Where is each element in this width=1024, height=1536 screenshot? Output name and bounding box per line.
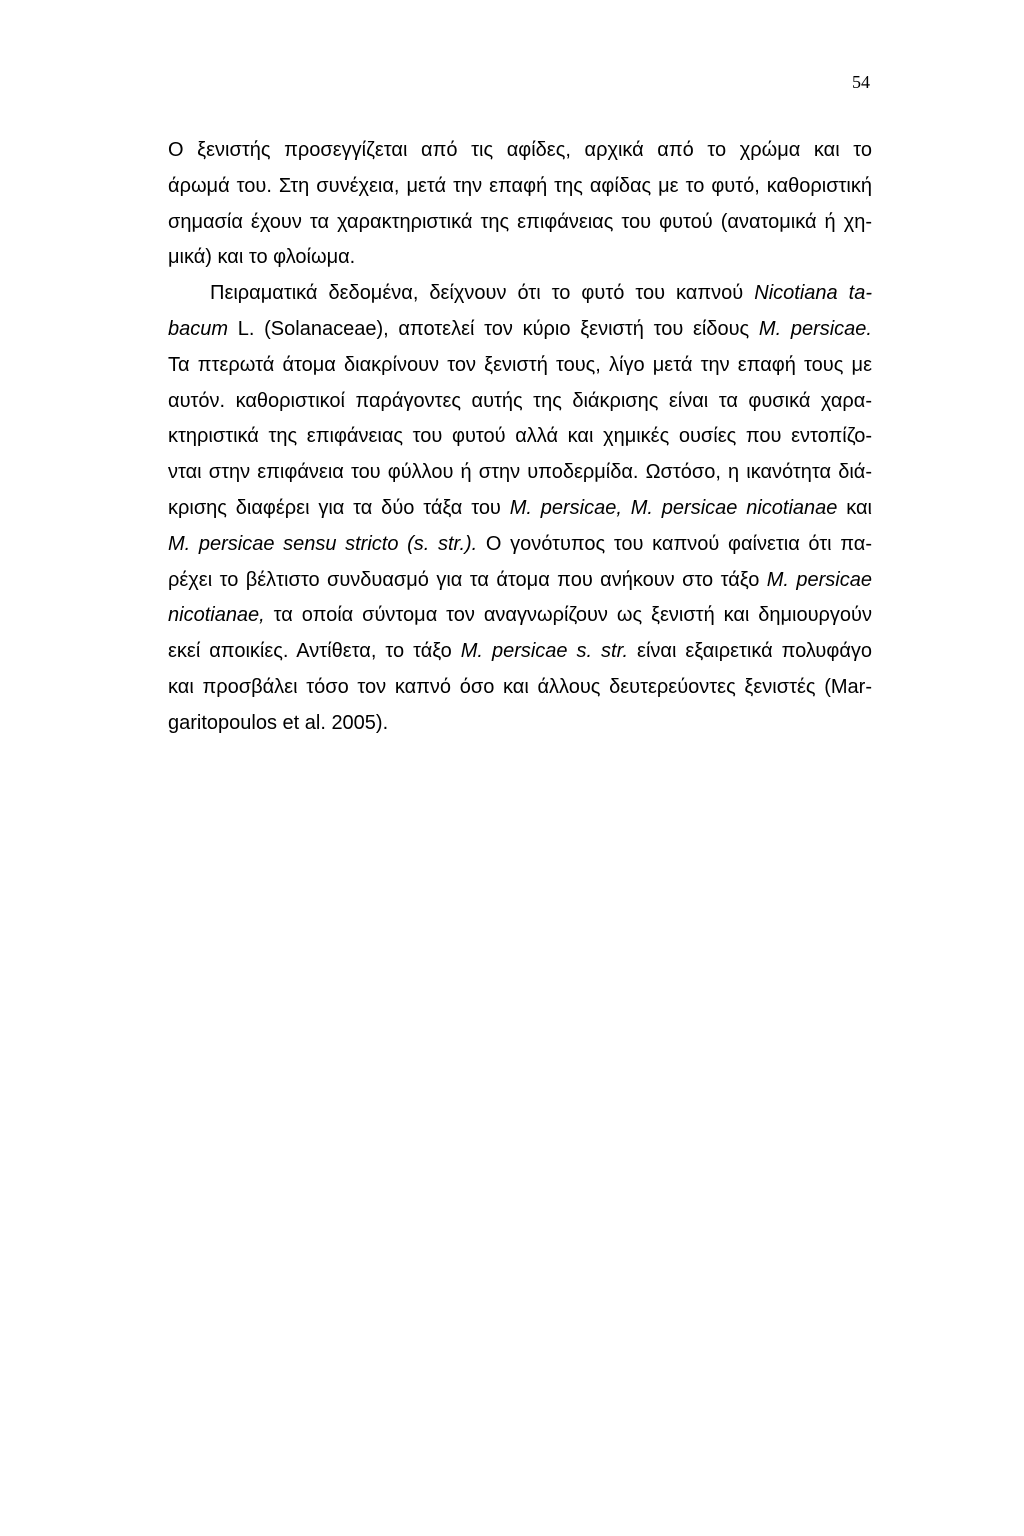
text-line: M. persicae sensu stricto (s. str.). Ο γονότυπος του καπνού φαίνετια ότι πα- (168, 532, 872, 555)
text-line: κρισης διαφέρει για τα δύο τάξα του M. persicae, M. persicae nicotianae και (168, 496, 872, 519)
text-line: Τα πτερωτά άτομα διακρίνουν τον ξενιστή τους, λίγο μετά την επαφή τους με (168, 353, 872, 376)
text-line: Πειραματικά δεδομένα, δείχνουν ότι το φυτό του καπνού Nicotiana ta- (210, 282, 872, 305)
text-line: σημασία έχουν τα χαρακτηριστικά της επιφάνειας του φυτού (ανατομικά ή χη- (168, 210, 872, 233)
text-line: εκεί αποικίες. Αντίθετα, το τάξο M. persicae s. str. είναι εξαιρετικά πολυφάγο (168, 640, 873, 663)
text-line: Ο ξενιστής προσεγγίζεται από τις αφίδες, αρχικά από το χρώμα και το (168, 139, 872, 161)
text-line: και προσβάλει τόσο τον καπνό όσο και άλλους δευτερεύοντες ξενιστές (Mar- (168, 675, 872, 698)
text-line: bacum L. (Solanaceae), αποτελεί τον κύριο ξενιστή του είδους M. persicae. (168, 317, 872, 340)
page-number: 54 (852, 72, 870, 92)
text-line: μικά) και το φλοίωμα. (168, 246, 356, 269)
text-line: ρέχει το βέλτιστο συνδυασμό για τα άτομα που ανήκουν στο τάξο M. persicae (168, 568, 872, 591)
text-line: κτηριστικά της επιφάνειας του φυτού αλλά και χημικές ουσίες που εντοπίζο- (168, 425, 872, 448)
text-line: άρωμά του. Στη συνέχεια, μετά την επαφή της αφίδας με το φυτό, καθοριστική (168, 174, 872, 197)
text-line: garitopoulos et al. 2005). (168, 711, 389, 734)
text-line: νται στην επιφάνεια του φύλλου ή στην υποδερμίδα. Ωστόσο, η ικανότητα διά- (168, 461, 872, 484)
text-line: nicotianae, τα οποία σύντομα τον αναγνωρίζουν ως ξενιστή και δημιουργούν (168, 604, 872, 627)
body-text (168, 133, 872, 742)
text-line: αυτόν. καθοριστικοί παράγοντες αυτής της διάκρισης είναι τα φυσικά χαρα- (168, 389, 872, 412)
